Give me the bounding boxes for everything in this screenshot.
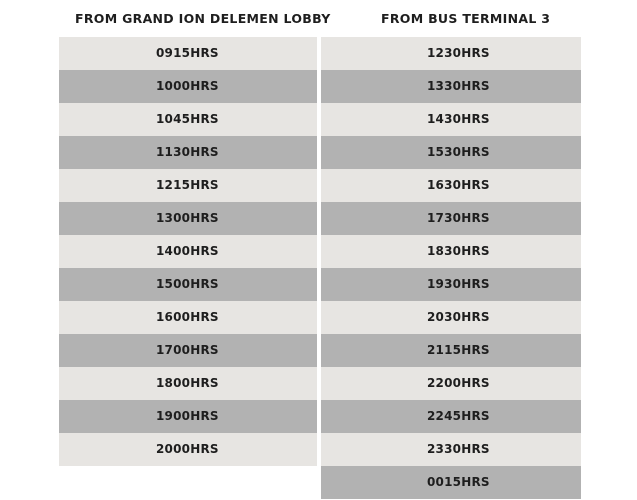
lobby-time-row: 2000HRS	[59, 433, 317, 466]
terminal-time-row: 2330HRS	[321, 433, 581, 466]
lobby-time-row: 1215HRS	[59, 169, 317, 202]
lobby-schedule-column	[59, 37, 317, 466]
lobby-time-row: 1045HRS	[59, 103, 317, 136]
lobby-time-row: 1500HRS	[59, 268, 317, 301]
lobby-time-row: 1600HRS	[59, 301, 317, 334]
terminal-time-row: 1430HRS	[321, 103, 581, 136]
lobby-time-row: 1900HRS	[59, 400, 317, 433]
terminal-time-row: 1330HRS	[321, 70, 581, 103]
terminal-time-row: 1630HRS	[321, 169, 581, 202]
lobby-column-header: FROM GRAND ION DELEMEN LOBBY	[75, 11, 331, 26]
terminal-schedule-column	[321, 37, 581, 499]
terminal-time-row: 1530HRS	[321, 136, 581, 169]
terminal-time-row: 1730HRS	[321, 202, 581, 235]
terminal-column-header: FROM BUS TERMINAL 3	[381, 11, 551, 26]
terminal-time-row: 1930HRS	[321, 268, 581, 301]
terminal-time-row: 2115HRS	[321, 334, 581, 367]
lobby-time-row: 1130HRS	[59, 136, 317, 169]
terminal-time-row: 1830HRS	[321, 235, 581, 268]
lobby-time-row: 1000HRS	[59, 70, 317, 103]
terminal-time-row: 0015HRS	[321, 466, 581, 499]
lobby-time-row: 1800HRS	[59, 367, 317, 400]
lobby-time-row: 1300HRS	[59, 202, 317, 235]
terminal-time-row: 2245HRS	[321, 400, 581, 433]
terminal-time-row: 2200HRS	[321, 367, 581, 400]
lobby-time-row: 1400HRS	[59, 235, 317, 268]
terminal-time-row: 2030HRS	[321, 301, 581, 334]
terminal-time-row: 1230HRS	[321, 37, 581, 70]
lobby-time-row: 1700HRS	[59, 334, 317, 367]
lobby-time-row: 0915HRS	[59, 37, 317, 70]
